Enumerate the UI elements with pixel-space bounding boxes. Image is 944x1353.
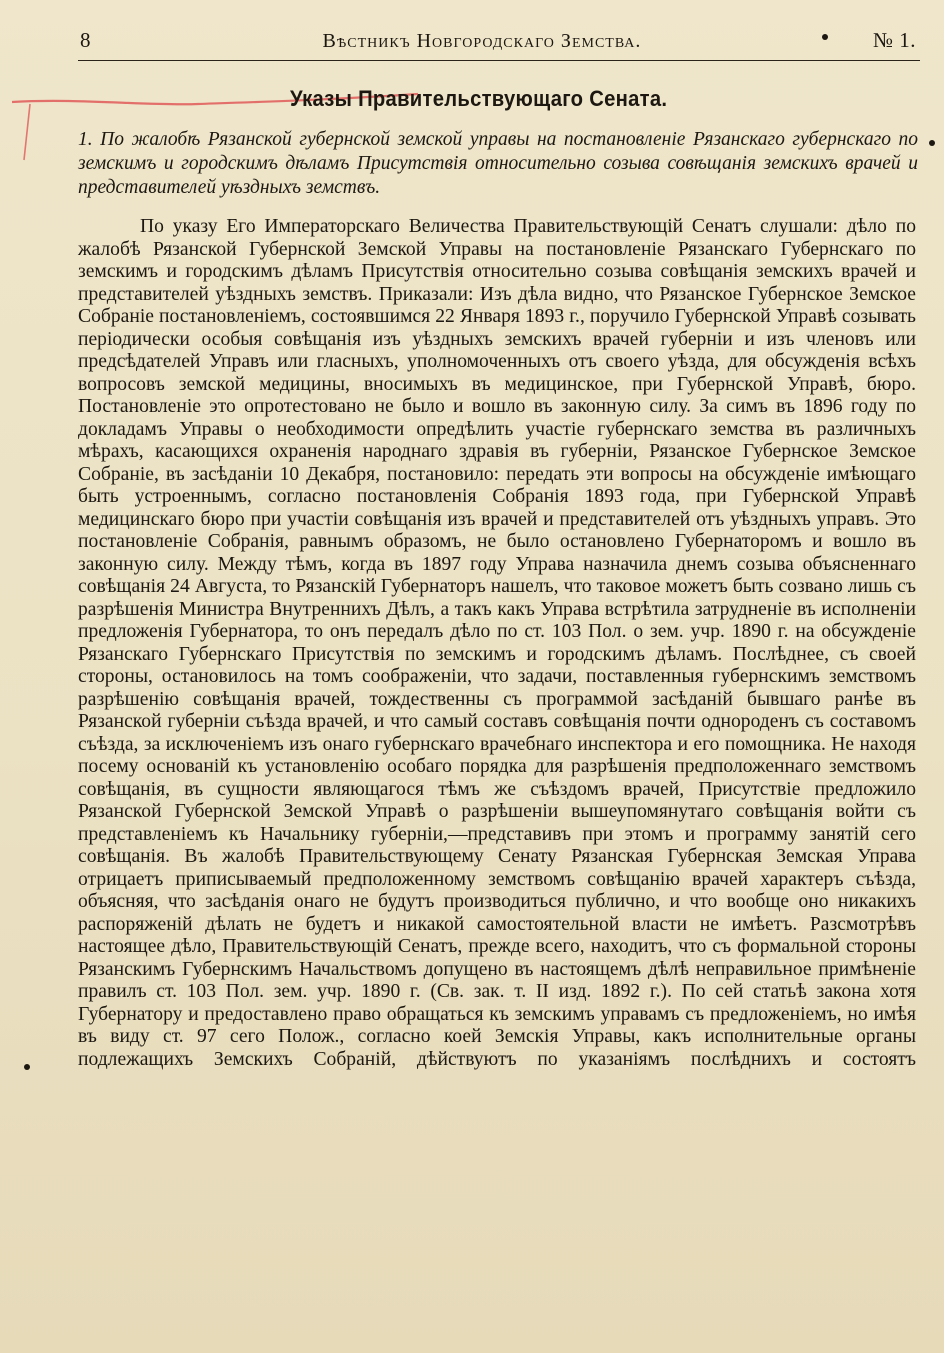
journal-title: Вѣстникъ Новгородскаго Земства.	[322, 30, 642, 52]
header-rule	[78, 60, 920, 61]
ink-speck	[822, 34, 828, 40]
ink-speck	[24, 1064, 30, 1070]
running-head	[80, 28, 916, 58]
page-number: 8	[80, 28, 91, 52]
body-paragraph: По указу Его Императорскаго Величества Правительствующій Сенатъ слушали: дѣло по жалобѣ Рязанской Губернской Земской Управы на постановленіе Рязанскаго Губернскаго по земскимъ и городскимъ дѣламъ Присутствія относительно созыва совѣщанія земскихъ врачей и представителей уѣздныхъ земствъ. Приказали: Изъ дѣла видно, что Рязанское Губернское Земское Собраніе постановленіемъ, состоявшимся 22 Января 1893 г., поручило Губернской Управѣ созывать періодически особыя совѣщанія изъ уѣздныхъ земскихъ врачей губерніи и изъ членовъ или предсѣдателей Управъ или гласныхъ, уполномоченныхъ отъ своего уѣзда, для обсужденія всѣхъ вопросовъ земской медицины, вносимыхъ въ медицинское, при Губернской Управѣ, бюро. Постановленіе это опротестовано не было и вошло въ законную силу. За симъ въ 1896 году по докладамъ Управы о необходимости опредѣлить участіе губернскаго земства въ различныхъ мѣрахъ, касающихся охраненія народнаго здравія въ губерніи, Рязанское Губернское Земское Собраніе, въ засѣданіи 10 Декабря, постановило: передать эти вопросы на обсужденіе имѣющаго быть устроеннымъ, согласно постановленія Собранія 1893 года, при Губернской Управѣ медицинскаго бюро при участіи совѣщанія изъ врачей и представителей отъ уѣздныхъ управъ. Это постановленіе Собранія, равнымъ образомъ, не было остановлено Губернаторомъ и вошло въ законную силу. Между тѣмъ, когда въ 1897 году Управа назначила днемъ созыва объясненнаго совѣщанія 24 Августа, то Рязанскій Губернаторъ нашелъ, что таковое можетъ быть созвано лишь съ разрѣшенія Министра Внутреннихъ Дѣлъ, а такъ какъ Управа встрѣтила затрудненіе въ исполненіи предложенія Губернатора, то онъ передалъ дѣло по ст. 103 Пол. о зем. учр. 1890 г. на обсужденіе Рязанскаго Губернскаго Присутствія по земскимъ и городскимъ дѣламъ. Послѣднее, съ своей стороны, остановилось на томъ соображеніи, что задачи, поставленныя губернскимъ земствомъ разрѣшенію совѣщанія врачей, тождественны съ программой засѣданій бывшаго ранѣе въ Рязанской губерніи съѣзда врачей, и что самый составъ совѣщанія почти однороденъ съ составомъ съѣзда, за исключеніемъ изъ онаго губернскаго врачебнаго инспектора и его помощника. Не находя посему основаній къ установленію особаго порядка для разрѣшенія предположеннаго земствомъ совѣщанія, въ сущности являющагося тѣмъ же съѣздомъ врачей, Присутствіе предложило Рязанской Губернской Земской Управѣ о разрѣшеніи вышеупомянутаго совѣщанія войти съ представленіемъ къ Начальнику губерніи,—представивъ при этомъ и программу занятій сего совѣщанія. Въ жалобѣ Правительствующему Сенату Рязанская Губернская Земская Управа отрицаетъ приписываемый предположенному земствомъ совѣщанію врачей характеръ съѣзда, объясняя, что засѣданія онаго не будутъ производиться публично, и что вообще оно никакихъ распоряженій дѣлать не будетъ и никакой самостоятельной власти не имѣетъ. Разсмотрѣвъ настоящее дѣло, Правительствующій Сенатъ, прежде всего, находитъ, что съ формальной стороны Рязанскимъ Губернскимъ Начальствомъ допущено въ настоящемъ дѣлѣ неправильное примѣненіе правилъ ст. 103 Пол. зем. учр. 1890 г. (Св. зак. т. II изд. 1892 г.). По сей статьѣ закона хотя Губернатору и предоставлено право обращаться къ земскимъ управамъ съ предложеніемъ, но имѣя въ виду ст. 97 сего Полож., согласно коей Земскія Управы, какъ исполнительные органы подлежащихъ Земскихъ Собраній, дѣйствуютъ по указаніямъ послѣднихъ и состоятъ	[78, 216, 916, 1070]
section-title: Указы Правительствующаго Сената.	[290, 86, 668, 111]
item-heading: 1. По жалобѣ Рязанской губернской земской управы на постановленіе Рязанскаго губернскаго по земскимъ и городскимъ дѣламъ Присутствія относительно созыва совѣщанія земскихъ врачей и представителей уѣздныхъ земствъ.	[78, 129, 918, 198]
ink-speck	[929, 140, 935, 146]
issue-number: № 1.	[872, 28, 916, 52]
